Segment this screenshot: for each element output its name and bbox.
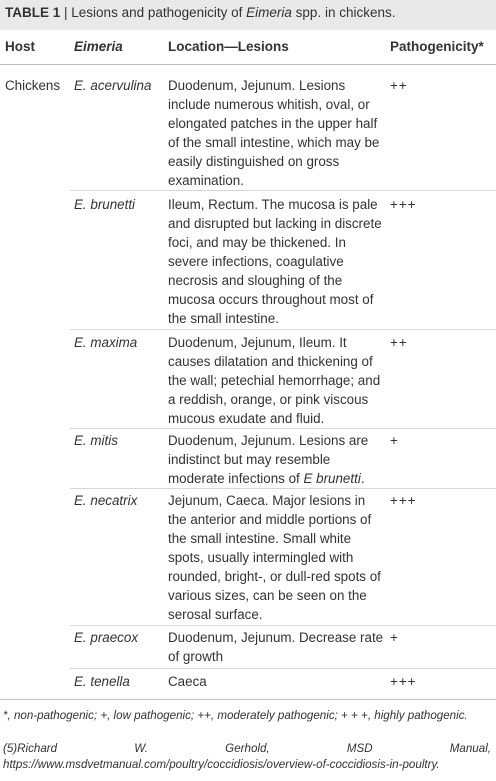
caption-text-after: spp. in chickens. — [291, 5, 396, 20]
table-header-row — [0, 30, 496, 65]
host-cell: Chickens — [5, 78, 61, 93]
table-caption — [5, 5, 395, 20]
location-text: Duodenum, Jejunum. Lesions are indistinct but may resemble moderate infections of — [168, 433, 369, 486]
location-cell: Ileum, Rectum. The mucosa is pale and disrupted but lacking in discrete foci, and may be thickened. In severe infections, coagulative necrosis and sloughing of the mucosa occurs throughout most of the small intestine. — [168, 197, 382, 326]
location-cell: Duodenum, Jejunum. Decrease rate of growth — [168, 630, 384, 664]
location-cell: Duodenum, Jejunum. Lesions include numerous whitish, oval, or elongated patches in the upper half of the small intestine, which may be easily distinguished on gross examination. — [168, 78, 380, 188]
location-cell: Duodenum, Jejunum, Ileum. It causes dilatation and thickening of the wall; petechial hemorrhage; and a reddish, orange, or pink viscous mucous exudate and fluid. — [168, 335, 381, 426]
column-header-eimeria: Eimeria — [74, 39, 123, 54]
column-header-location: Location—Lesions — [168, 39, 289, 54]
row-divider — [70, 488, 496, 489]
table-caption-bar — [0, 0, 496, 30]
species-cell: E. tenella — [74, 674, 130, 689]
pathogenicity-cell: ++ — [390, 78, 408, 93]
row-divider — [70, 668, 496, 669]
row-divider — [70, 625, 496, 626]
pathogenicity-cell: +++ — [390, 674, 417, 689]
species-cell: E. necatrix — [74, 493, 138, 508]
location-text-end: . — [360, 471, 365, 486]
pathogenicity-cell: + — [390, 630, 399, 645]
table-bottom-rule — [0, 699, 496, 700]
location-species-italic: E brunetti — [303, 471, 361, 486]
species-cell: E. mitis — [74, 433, 118, 448]
caption-text-before: Lesions and pathogenicity of — [71, 5, 247, 20]
footnote-source: (5)Richard W. Gerhold, MSD Manual, https://www.msdvetmanual.com/poultry/coccidiosis/overview-of-coccidiosis-in-poultry. — [3, 742, 491, 771]
species-cell: E. maxima — [74, 335, 138, 350]
caption-separator: | — [60, 5, 72, 20]
pathogenicity-cell: +++ — [390, 197, 417, 212]
species-cell: E. brunetti — [74, 197, 136, 212]
row-divider — [70, 428, 496, 429]
species-cell: E. praecox — [74, 630, 139, 645]
row-divider — [70, 329, 496, 330]
species-cell: E. acervulina — [74, 78, 152, 93]
column-header-host: Host — [5, 39, 35, 54]
location-cell: Jejunum, Caeca. Major lesions in the anterior and middle portions of the small intestine. Small white spots, usually intermingled with rounded, bright-, or dull-red spots of various sizes, can be seen on the serosal surface. — [168, 493, 381, 622]
pathogenicity-cell: ++ — [390, 335, 408, 350]
footnote-legend: *, non-pathogenic; +, low pathogenic; ++, moderately pathogenic; + + +, highly pathogenic. — [3, 709, 468, 722]
caption-genus: Eimeria — [246, 5, 292, 20]
location-cell — [168, 431, 385, 488]
pathogenicity-cell: + — [390, 433, 399, 448]
column-header-pathogenicity: Pathogenicity* — [390, 39, 484, 54]
location-cell: Caeca — [168, 674, 207, 689]
table-label: TABLE 1 — [5, 5, 61, 20]
row-divider — [70, 190, 496, 191]
pathogenicity-cell: +++ — [390, 493, 417, 508]
